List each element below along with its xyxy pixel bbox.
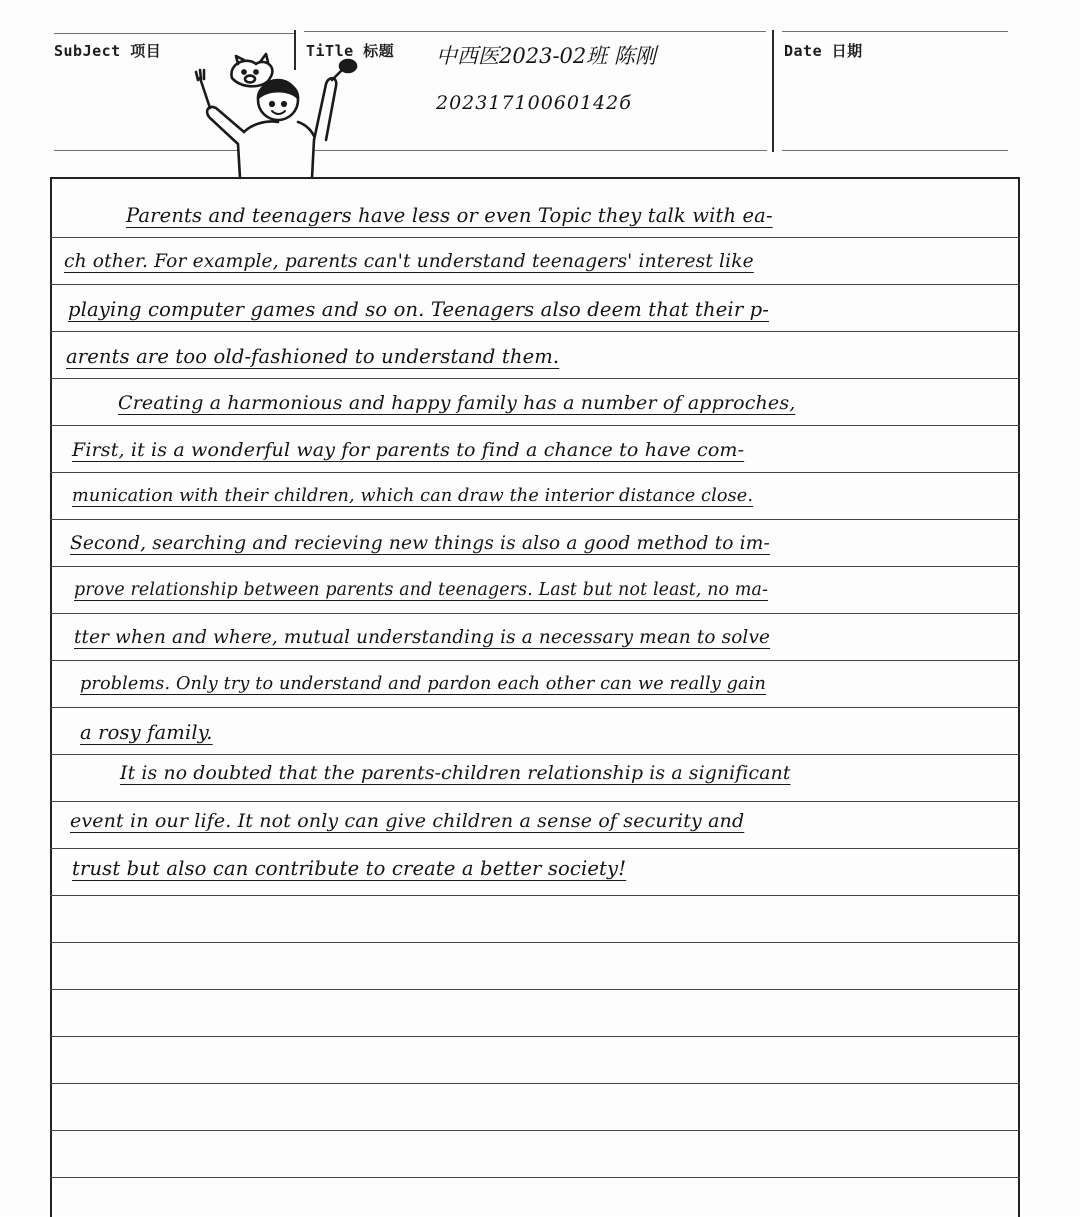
- ruled-line: [50, 754, 1020, 755]
- ruled-line: [50, 1130, 1020, 1131]
- ruled-line: [50, 472, 1020, 473]
- mascot-illustration-icon: [186, 48, 366, 180]
- student-id: 20231710060142б: [436, 92, 632, 114]
- subject-label: SubJect 项目: [54, 42, 162, 60]
- essay-line: First, it is a wonderful way for parents to find a chance to have com-: [72, 439, 745, 461]
- handwritten-title: 中西医2023-02班 陈刚: [436, 44, 656, 68]
- ruled-line: [50, 1036, 1020, 1037]
- title-label: TiTle 标题: [306, 42, 395, 60]
- header-top-line-mid: [304, 31, 766, 32]
- essay-line: trust but also can contribute to create a better society!: [72, 857, 627, 880]
- ruled-line: [50, 613, 1020, 614]
- ruled-line: [50, 1083, 1020, 1084]
- ruled-line: [50, 519, 1020, 520]
- ruled-line: [50, 331, 1020, 332]
- header-divider-2: [772, 30, 774, 152]
- ruled-line: [50, 1177, 1020, 1178]
- essay-line: Parents and teenagers have less or even Topic they talk with ea-: [126, 204, 773, 227]
- ruled-line: [50, 566, 1020, 567]
- ruled-line: [50, 942, 1020, 943]
- header-top-line-left: [54, 33, 294, 34]
- essay-line: a rosy family.: [80, 721, 213, 744]
- essay-line: arents are too old-fashioned to understand them.: [66, 345, 560, 368]
- ruled-line: [50, 989, 1020, 990]
- essay-line: ch other. For example, parents can't understand teenagers' interest like: [64, 251, 754, 272]
- essay-line: problems. Only try to understand and pardon each other can we really gain: [80, 674, 766, 694]
- header-bottom-line-right: [782, 150, 1008, 151]
- essay-line: Creating a harmonious and happy family has a number of approches,: [118, 392, 796, 414]
- header-bottom-line-mid: [315, 150, 767, 151]
- date-label: Date 日期: [784, 42, 863, 60]
- ruled-line: [50, 425, 1020, 426]
- ruled-line: [50, 801, 1020, 802]
- essay-line: munication with their children, which can draw the interior distance close.: [72, 486, 754, 506]
- ruled-line: [50, 237, 1020, 238]
- header-top-line-right: [782, 31, 1008, 32]
- ruled-line: [50, 707, 1020, 708]
- essay-line: tter when and where, mutual understanding is a necessary mean to solve: [74, 627, 771, 648]
- ruled-line: [50, 284, 1020, 285]
- ruled-line: [50, 378, 1020, 379]
- essay-line: It is no doubted that the parents-children relationship is a significant: [120, 763, 791, 784]
- essay-line: prove relationship between parents and teenagers. Last but not least, no ma-: [74, 580, 769, 600]
- essay-line: Second, searching and recieving new things is also a good method to im-: [70, 533, 770, 554]
- ruled-line: [50, 660, 1020, 661]
- essay-line: event in our life. It not only can give children a sense of security and: [70, 810, 745, 832]
- essay-line: playing computer games and so on. Teenagers also deem that their p-: [68, 298, 770, 321]
- ruled-line: [50, 848, 1020, 849]
- ruled-line: [50, 895, 1020, 896]
